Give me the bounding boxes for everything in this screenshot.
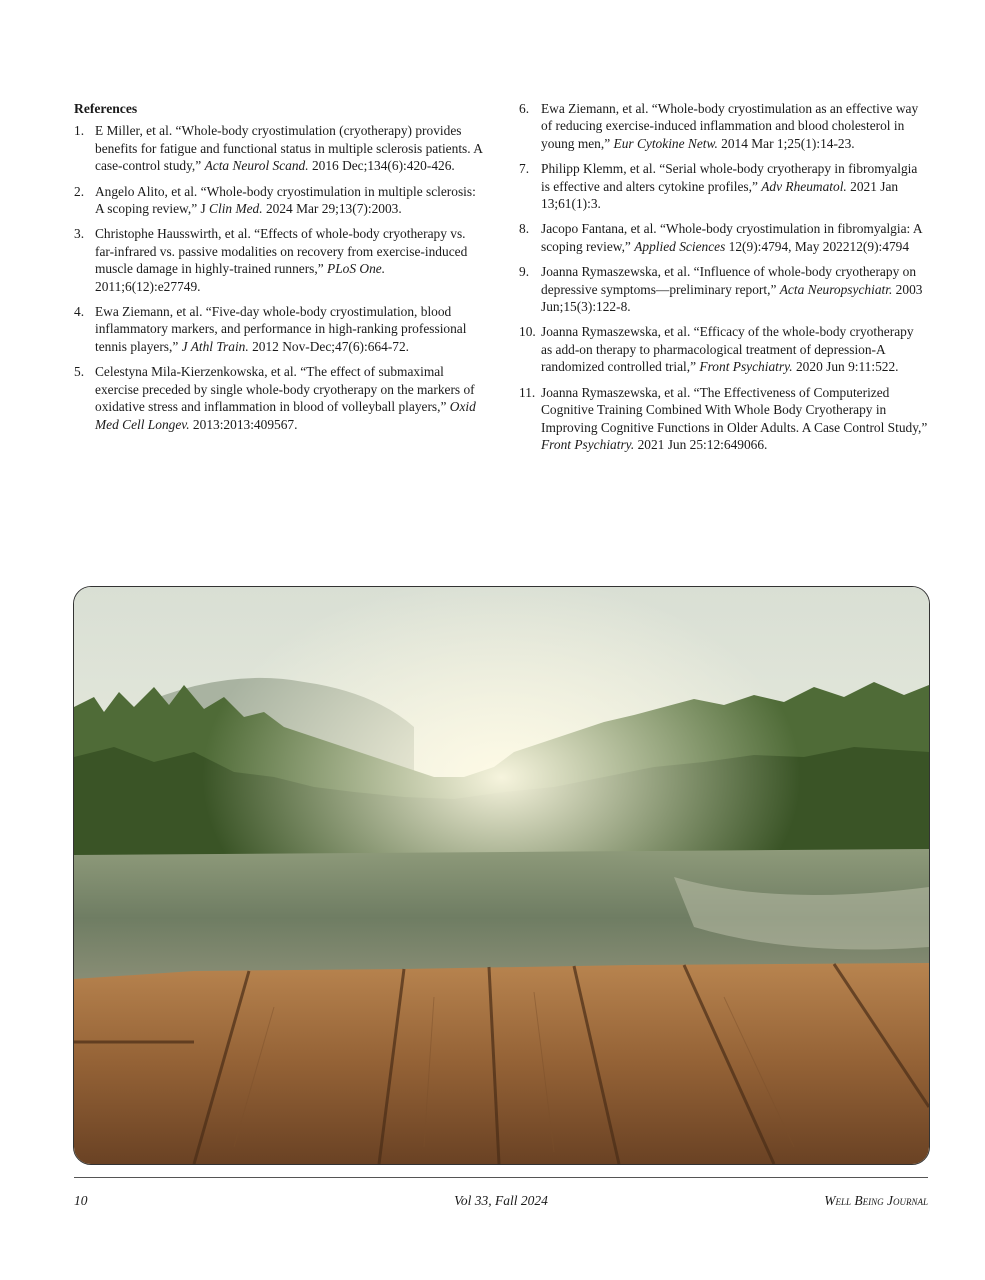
reference-text xyxy=(541,220,928,255)
reference-text-run: Christophe Hausswirth, et al. “Effects of whole-body cryotherapy vs. far-infrared vs. passive modalities on recovery from exercise-induced muscle damage in highly-trained runners,” xyxy=(95,226,468,277)
reference-text xyxy=(95,183,483,218)
reference-item xyxy=(74,122,483,174)
reference-item xyxy=(519,160,928,212)
reference-text-run: Joanna Rymaszewska, et al. “Efficacy of the whole-body cryotherapy as add-on therapy to pharmacological treatment of depression-A randomized controlled trial,” xyxy=(541,324,914,375)
page-number: 10 xyxy=(74,1193,88,1208)
reference-text-run: 2003 Jun;15(3):122-8. xyxy=(541,281,923,315)
references-column-left xyxy=(74,100,483,461)
references-section xyxy=(74,100,928,461)
journal-title: PLoS One. xyxy=(327,261,386,277)
reference-number: 10. xyxy=(519,324,536,340)
reference-text xyxy=(95,122,483,174)
reference-text xyxy=(95,303,483,355)
reference-item xyxy=(519,220,928,255)
journal-title: Front Psychiatry. xyxy=(541,436,635,452)
reference-text-run: 12(9):4794, May 202212(9):4794 xyxy=(725,238,910,254)
reference-text-run: 2021 Jan 13;61(1):3. xyxy=(541,178,899,212)
reference-text xyxy=(541,323,928,375)
reference-number: 11. xyxy=(519,384,536,400)
reference-text-run: 2024 Mar 29;13(7):2003. xyxy=(262,201,402,217)
reference-text-run: 2012 Nov-Dec;47(6):664-72. xyxy=(248,338,410,354)
reference-item xyxy=(519,323,928,375)
reference-text-run: Angelo Alito, et al. “Whole-body cryostimulation in multiple sclerosis: A scoping review,” J xyxy=(95,183,476,217)
reference-text xyxy=(541,263,928,315)
reference-text-run: 2021 Jun 25:12:649066. xyxy=(634,436,768,452)
reference-list-left xyxy=(74,122,483,433)
journal-title: Acta Neurol Scand. xyxy=(204,158,309,174)
journal-title: Eur Cytokine Netw. xyxy=(613,135,718,151)
reference-number: 1. xyxy=(74,123,85,139)
reference-text-run: Jacopo Fantana, et al. “Whole-body cryostimulation in fibromyalgia: A scoping review,” xyxy=(541,221,922,254)
reference-text-run: Celestyna Mila-Kierzenkowska, et al. “The effect of submaximal exercise preceded by single whole-body cryotherapy on the markers of oxidative stress and inflammation in blood of volleyball players,” xyxy=(95,364,475,415)
reference-number: 9. xyxy=(519,264,530,280)
reference-text-run: 2011;6(12):e27749. xyxy=(95,278,201,294)
journal-title: Acta Neuropsychiatr. xyxy=(779,281,893,297)
journal-title: Front Psychiatry. xyxy=(699,359,793,375)
journal-title: Oxid Med Cell Longev. xyxy=(95,399,476,432)
reference-item xyxy=(519,100,928,152)
reference-item xyxy=(74,183,483,218)
journal-title: Clin Med. xyxy=(209,201,263,217)
reference-item xyxy=(519,263,928,315)
lake-forest-photo xyxy=(73,586,930,1165)
journal-name: Well Being Journal xyxy=(824,1193,928,1208)
reference-text-run: Ewa Ziemann, et al. “Whole-body cryostimulation as an effective way of reducing exercise-induced inflammation and blood cholesterol in young men,” xyxy=(541,101,919,151)
reference-text-run: E Miller, et al. “Whole-body cryostimulation (cryotherapy) provides benefits for fatigue and functional status in multiple sclerosis patients. A case-control study,” xyxy=(95,123,483,174)
reference-number: 3. xyxy=(74,226,85,242)
reference-text-run: 2016 Dec;134(6):420-426. xyxy=(308,158,455,174)
reference-item xyxy=(74,363,483,433)
reference-text-run: 2013:2013:409567. xyxy=(189,416,298,432)
issue-label: Vol 33, Fall 2024 xyxy=(454,1193,548,1208)
reference-item xyxy=(74,225,483,295)
reference-item xyxy=(74,303,483,355)
reference-text xyxy=(541,160,928,212)
reference-text xyxy=(95,225,483,295)
reference-text xyxy=(541,384,928,454)
references-heading: References xyxy=(74,101,138,116)
reference-number: 2. xyxy=(74,183,85,199)
reference-text-run: 2014 Mar 1;25(1):14-23. xyxy=(717,135,855,151)
reference-number: 7. xyxy=(519,161,530,177)
journal-title: J Athl Train. xyxy=(181,338,249,354)
journal-title: Adv Rheumatol. xyxy=(761,178,847,194)
reference-text xyxy=(541,100,928,152)
reference-number: 4. xyxy=(74,304,85,320)
reference-text-run: Philipp Klemm, et al. “Serial whole-body cryotherapy in fibromyalgia is effective and alters cytokine profiles,” xyxy=(541,161,918,194)
reference-text-run: Ewa Ziemann, et al. “Five-day whole-body cryostimulation, blood inflammatory markers, and performance in high-ranking professional tennis players,” xyxy=(95,304,467,354)
reference-text xyxy=(95,363,483,433)
reference-number: 8. xyxy=(519,221,530,237)
reference-number: 6. xyxy=(519,101,530,116)
reference-number: 5. xyxy=(74,364,85,380)
reference-list-right xyxy=(519,100,928,453)
reference-text-run: 2020 Jun 9:11:522. xyxy=(792,359,899,375)
references-column-right xyxy=(519,100,928,461)
reference-text-run: Joanna Rymaszewska, et al. “Influence of whole-body cryotherapy on depressive symptoms—preliminary report,” xyxy=(541,264,917,297)
reference-item xyxy=(519,384,928,454)
footer-divider xyxy=(74,1177,928,1178)
reference-text-run: Joanna Rymaszewska, et al. “The Effectiveness of Computerized Cognitive Training Combined With Whole Body Cryotherapy in Improving Cognitive Functions in Older Adults. A Case Control Study,” xyxy=(541,384,928,435)
journal-title: Applied Sciences xyxy=(634,238,726,254)
